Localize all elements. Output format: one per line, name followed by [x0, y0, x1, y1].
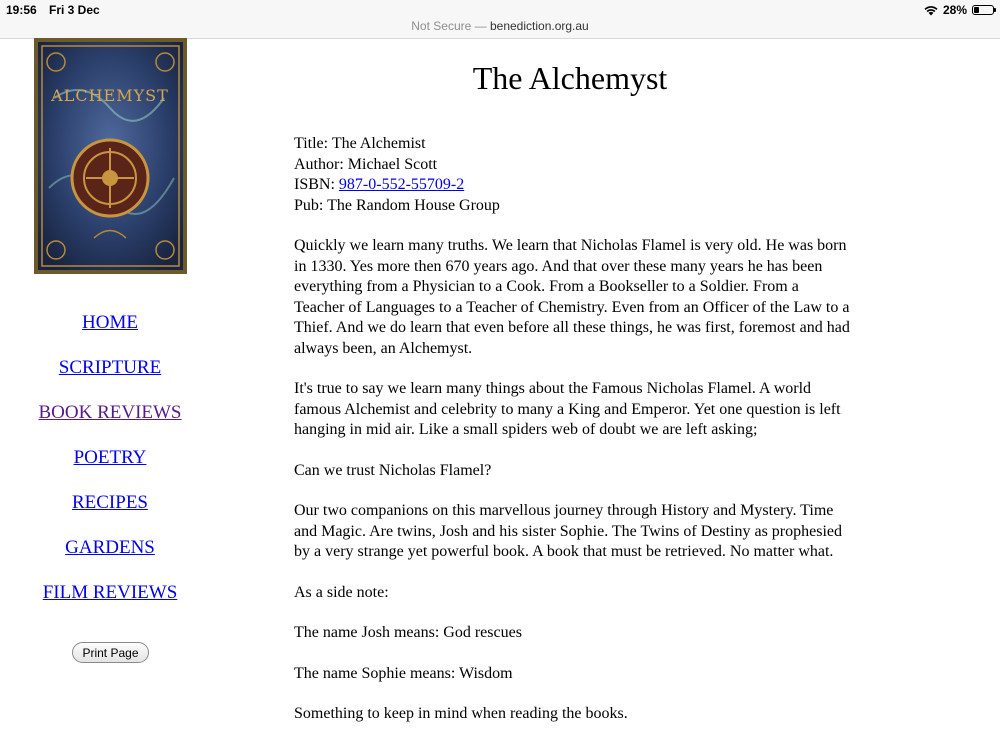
book-cover-art [34, 38, 187, 274]
page-title: The Alchemyst [472, 60, 668, 96]
review-paragraph: Can we trust Nicholas Flamel? [294, 461, 492, 479]
battery-icon [972, 5, 994, 15]
review-paragraph: As a side note: [294, 583, 389, 601]
book-details [294, 134, 850, 216]
svg-text:ALCHEMYST: ALCHEMYST [51, 86, 169, 105]
battery-percent: 28% [942, 3, 967, 17]
title-label: Title: [294, 135, 329, 152]
pub-label: Pub: [294, 196, 324, 214]
author-label: Author: [294, 155, 344, 173]
pub-value: The Random House Group [327, 196, 500, 214]
title-value: The Alchemist [331, 135, 426, 152]
security-label: Not Secure [411, 19, 472, 33]
url-bar[interactable] [0, 18, 1000, 39]
book-cover-image [34, 38, 187, 274]
nav-poetry[interactable]: POETRY [73, 447, 147, 468]
review-paragraph: Something to keep in mind when reading the books. [294, 705, 628, 722]
isbn-label: ISBN: [294, 176, 335, 193]
review-content [294, 134, 850, 745]
nav-home[interactable]: HOME [82, 312, 138, 333]
nav-scripture[interactable]: SCRIPTURE [58, 357, 162, 378]
author-value: Michael Scott [347, 155, 438, 173]
review-paragraph: The name Josh means: God rescues [294, 624, 522, 641]
isbn-link[interactable]: 987-0-552-55709-2 [338, 176, 465, 193]
site-navigation [20, 310, 200, 625]
nav-film-reviews[interactable]: FILM REVIEWS [42, 582, 178, 603]
print-page-button[interactable]: Print Page [72, 642, 149, 663]
status-right [924, 3, 994, 17]
review-paragraph: It's true to say we learn many things about the Famous Nicholas Flamel. A world famous Alchemist and celebrity to many a King and Emperor. Yet one question is left hanging in mid air. Like a small spiders web of doubt we are left asking; [294, 380, 841, 438]
status-bar [0, 0, 1000, 20]
wifi-icon [924, 5, 938, 16]
review-paragraph: Our two companions on this marvellous journey through History and Mystery. Time and Magic. Are twins, Josh and his sister Sophie. The Twins of Destiny as prophesied by a very strange yet powerful book. A book that must be retrieved. No matter what. [294, 502, 843, 560]
nav-recipes[interactable]: RECIPES [71, 492, 149, 513]
nav-book-reviews[interactable]: BOOK REVIEWS [38, 402, 182, 423]
status-time: 19:56 [6, 3, 37, 17]
url-separator: — [474, 19, 487, 33]
nav-gardens[interactable]: GARDENS [65, 537, 155, 558]
url-domain: benediction.org.au [489, 19, 589, 33]
review-paragraph: The name Sophie means: Wisdom [294, 664, 513, 682]
review-paragraph: Quickly we learn many truths. We learn that Nicholas Flamel is very old. He was born in 1330. Yes more then 670 years ago. And that over these many years he has been everything from a Physician to a Cook. From a Bookseller to a Soldier. From a Teacher of Languages to a Teacher of Chemistry. Even from an Officer of the Law to a Thief. And we do learn that even before all these things, he was first, foremost and had always been, an Alchemyst. [294, 237, 850, 357]
status-date: Fri 3 Dec [49, 3, 100, 17]
